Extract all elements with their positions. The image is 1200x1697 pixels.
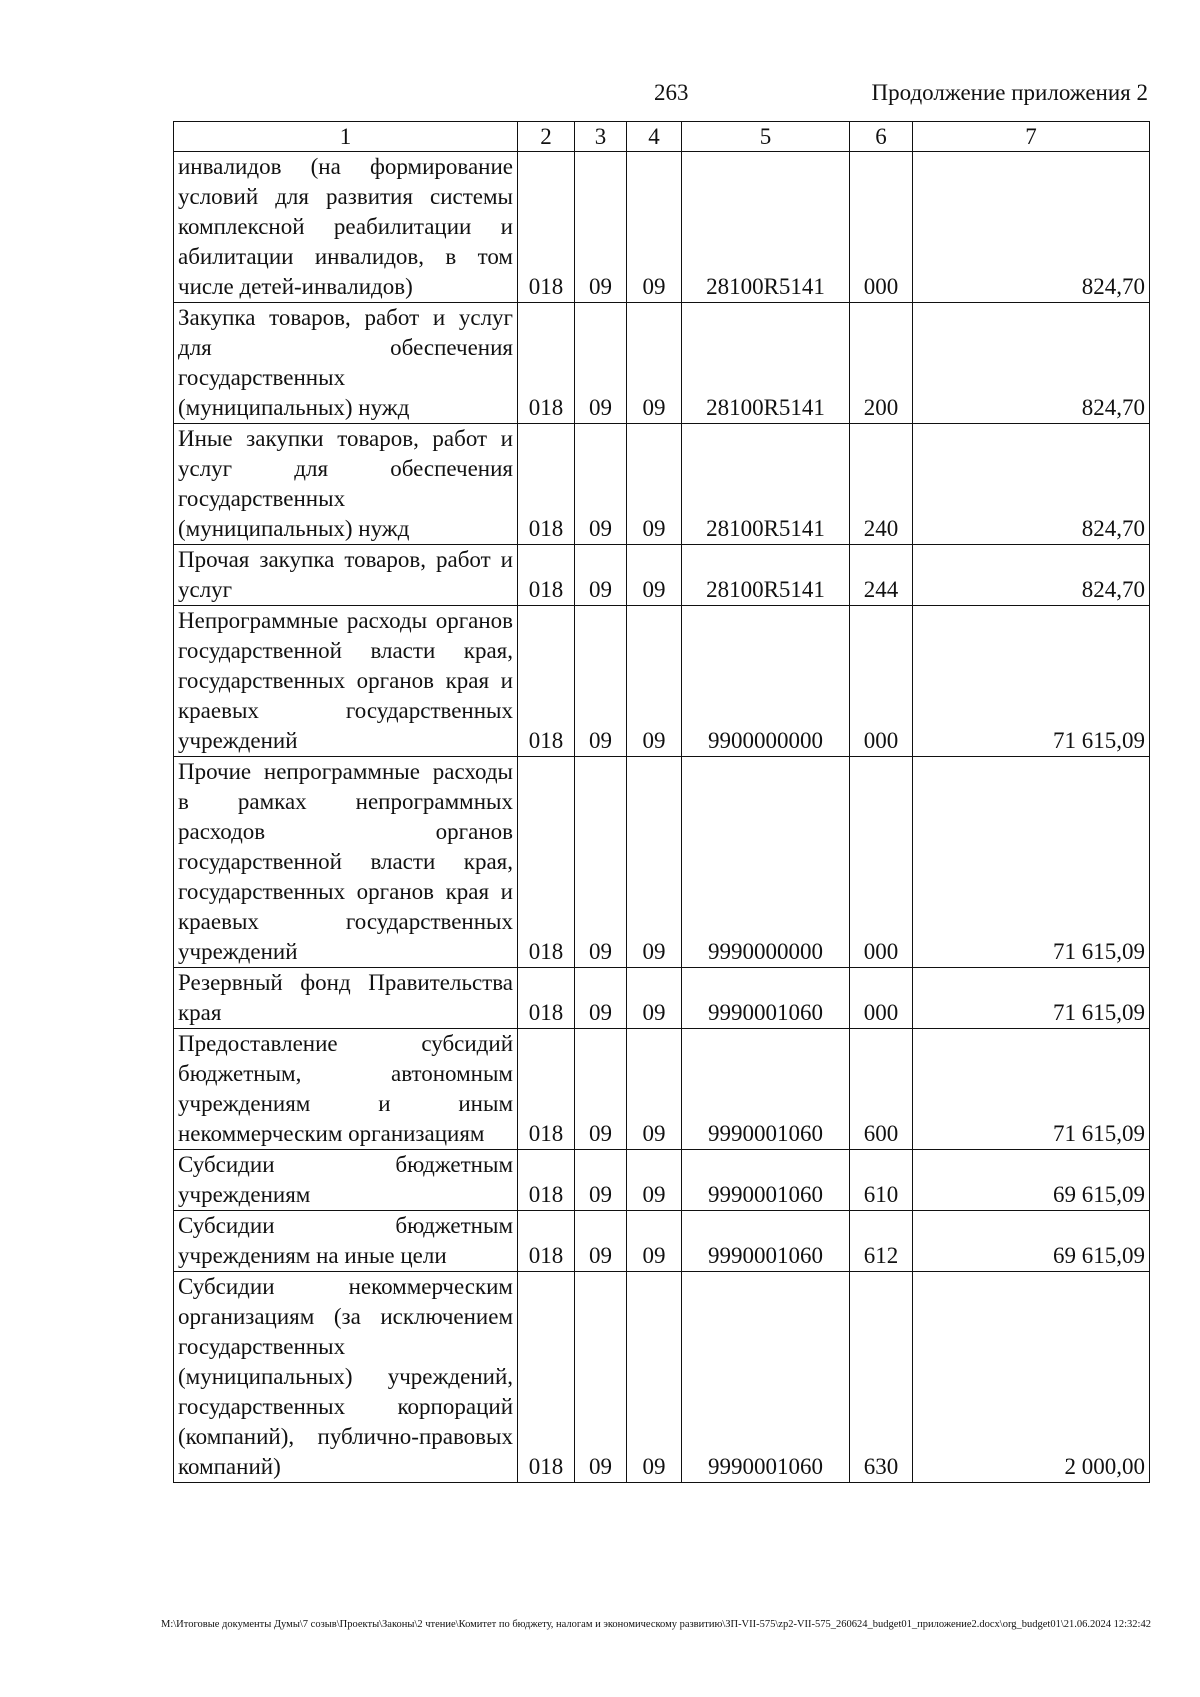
cell-amount: 71 615,09 bbox=[913, 606, 1150, 757]
continuation-title: Продолжение приложения 2 bbox=[871, 80, 1148, 105]
cell-code-5: 9990001060 bbox=[682, 1150, 850, 1211]
header-row bbox=[174, 122, 1150, 152]
cell-amount: 2 000,00 bbox=[913, 1272, 1150, 1483]
cell-code-3: 09 bbox=[575, 1029, 627, 1150]
cell-amount: 824,70 bbox=[913, 424, 1150, 545]
cell-code-2: 018 bbox=[518, 303, 575, 424]
cell-code-3: 09 bbox=[575, 152, 627, 303]
cell-code-4: 09 bbox=[627, 1272, 682, 1483]
cell-code-2: 018 bbox=[518, 1029, 575, 1150]
cell-code-3: 09 bbox=[575, 757, 627, 968]
column-header: 6 bbox=[850, 122, 913, 152]
row-name: Резервный фонд Правительства края bbox=[174, 968, 518, 1029]
table-row bbox=[174, 606, 1150, 757]
cell-code-3: 09 bbox=[575, 1272, 627, 1483]
cell-code-2: 018 bbox=[518, 1211, 575, 1272]
cell-code-3: 09 bbox=[575, 303, 627, 424]
cell-code-6: 000 bbox=[850, 606, 913, 757]
table-row bbox=[174, 1029, 1150, 1150]
cell-code-6: 000 bbox=[850, 968, 913, 1029]
cell-code-3: 09 bbox=[575, 1211, 627, 1272]
column-header: 3 bbox=[575, 122, 627, 152]
cell-code-2: 018 bbox=[518, 545, 575, 606]
cell-code-5: 9900000000 bbox=[682, 606, 850, 757]
cell-code-5: 28100R5141 bbox=[682, 545, 850, 606]
column-header: 1 bbox=[174, 122, 518, 152]
table-row bbox=[174, 968, 1150, 1029]
cell-code-4: 09 bbox=[627, 152, 682, 303]
cell-code-4: 09 bbox=[627, 424, 682, 545]
table-row bbox=[174, 1272, 1150, 1483]
cell-code-4: 09 bbox=[627, 1029, 682, 1150]
cell-code-4: 09 bbox=[627, 968, 682, 1029]
cell-code-3: 09 bbox=[575, 424, 627, 545]
table-row bbox=[174, 424, 1150, 545]
cell-code-5: 28100R5141 bbox=[682, 152, 850, 303]
cell-code-3: 09 bbox=[575, 1150, 627, 1211]
cell-amount: 824,70 bbox=[913, 545, 1150, 606]
cell-code-4: 09 bbox=[627, 606, 682, 757]
page-number: 263 bbox=[654, 80, 689, 105]
cell-amount: 71 615,09 bbox=[913, 757, 1150, 968]
cell-code-2: 018 bbox=[518, 968, 575, 1029]
cell-code-2: 018 bbox=[518, 1150, 575, 1211]
cell-code-6: 000 bbox=[850, 757, 913, 968]
cell-code-2: 018 bbox=[518, 757, 575, 968]
cell-amount: 824,70 bbox=[913, 152, 1150, 303]
cell-code-6: 610 bbox=[850, 1150, 913, 1211]
row-name: Субсидии бюджетным учреждениям на иные цели bbox=[174, 1211, 518, 1272]
cell-code-4: 09 bbox=[627, 757, 682, 968]
row-name: Непрограммные расходы органов государственной власти края, государственных органов края и краевых государственных учреждений bbox=[174, 606, 518, 757]
cell-code-5: 28100R5141 bbox=[682, 424, 850, 545]
table-row bbox=[174, 545, 1150, 606]
cell-code-5: 9990001060 bbox=[682, 1029, 850, 1150]
file-path-footer: M:\Итоговые документы Думы\7 созыв\Проекты\Законы\2 чтение\Комитет по бюджету, налогам и экономическому развитию\ЗП-VII-575\zp2-VII-575_260624_budget01_приложение2.docx\org_budget01\21.06.2024 12:32:42 bbox=[161, 1619, 1151, 1630]
cell-amount: 71 615,09 bbox=[913, 968, 1150, 1029]
cell-code-4: 09 bbox=[627, 303, 682, 424]
cell-code-3: 09 bbox=[575, 968, 627, 1029]
cell-code-5: 9990000000 bbox=[682, 757, 850, 968]
table-row bbox=[174, 303, 1150, 424]
column-header: 7 bbox=[913, 122, 1150, 152]
cell-code-2: 018 bbox=[518, 606, 575, 757]
row-name: Субсидии бюджетным учреждениям bbox=[174, 1150, 518, 1211]
table-row bbox=[174, 757, 1150, 968]
cell-code-6: 000 bbox=[850, 152, 913, 303]
row-name: Субсидии некоммерческим организациям (за исключением государственных (муниципальных) учреждений, государственных корпораций (компаний), публично-правовых компаний) bbox=[174, 1272, 518, 1483]
cell-amount: 71 615,09 bbox=[913, 1029, 1150, 1150]
table-row bbox=[174, 1150, 1150, 1211]
cell-code-2: 018 bbox=[518, 424, 575, 545]
row-name: Прочие непрограммные расходы в рамках непрограммных расходов органов государственной власти края, государственных органов края и краевых государственных учреждений bbox=[174, 757, 518, 968]
cell-code-6: 612 bbox=[850, 1211, 913, 1272]
cell-amount: 69 615,09 bbox=[913, 1150, 1150, 1211]
cell-code-5: 9990001060 bbox=[682, 968, 850, 1029]
cell-code-2: 018 bbox=[518, 1272, 575, 1483]
cell-code-5: 28100R5141 bbox=[682, 303, 850, 424]
cell-code-3: 09 bbox=[575, 606, 627, 757]
cell-amount: 69 615,09 bbox=[913, 1211, 1150, 1272]
column-header: 2 bbox=[518, 122, 575, 152]
cell-amount: 824,70 bbox=[913, 303, 1150, 424]
column-header: 4 bbox=[627, 122, 682, 152]
cell-code-6: 600 bbox=[850, 1029, 913, 1150]
row-name: Предоставление субсидий бюджетным, автономным учреждениям и иным некоммерческим организациям bbox=[174, 1029, 518, 1150]
cell-code-4: 09 bbox=[627, 545, 682, 606]
cell-code-3: 09 bbox=[575, 545, 627, 606]
row-name: Иные закупки товаров, работ и услуг для обеспечения государственных (муниципальных) нужд bbox=[174, 424, 518, 545]
row-name: инвалидов (на формирование условий для развития системы комплексной реабилитации и абилитации инвалидов, в том числе детей-инвалидов) bbox=[174, 152, 518, 303]
cell-code-6: 200 bbox=[850, 303, 913, 424]
cell-code-4: 09 bbox=[627, 1211, 682, 1272]
cell-code-5: 9990001060 bbox=[682, 1211, 850, 1272]
cell-code-2: 018 bbox=[518, 152, 575, 303]
row-name: Закупка товаров, работ и услуг для обеспечения государственных (муниципальных) нужд bbox=[174, 303, 518, 424]
budget-table bbox=[173, 121, 1150, 1483]
column-header: 5 bbox=[682, 122, 850, 152]
table-row bbox=[174, 152, 1150, 303]
cell-code-5: 9990001060 bbox=[682, 1272, 850, 1483]
cell-code-4: 09 bbox=[627, 1150, 682, 1211]
row-name: Прочая закупка товаров, работ и услуг bbox=[174, 545, 518, 606]
cell-code-6: 244 bbox=[850, 545, 913, 606]
cell-code-6: 630 bbox=[850, 1272, 913, 1483]
table-row bbox=[174, 1211, 1150, 1272]
cell-code-6: 240 bbox=[850, 424, 913, 545]
